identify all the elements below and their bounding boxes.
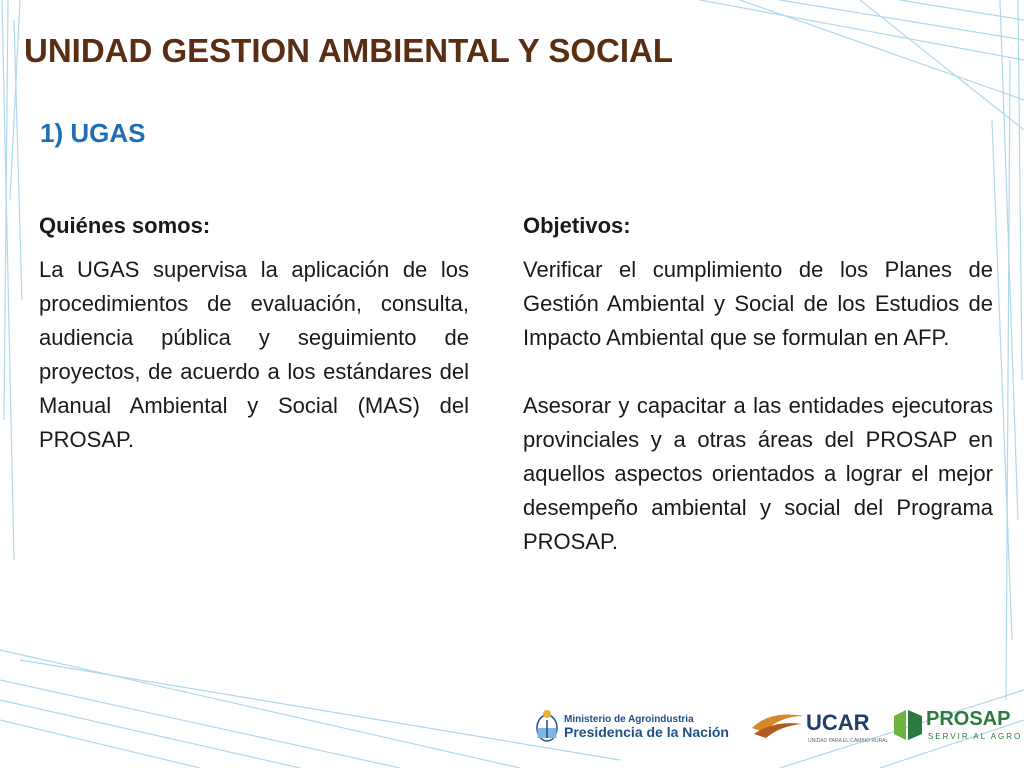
ucar-name: UCAR	[806, 710, 870, 735]
objetivo-paragraph-1: Verificar el cumplimiento de los Planes de Gestión Ambiental y Social de los Estudios de Impacto Ambiental que se formulan en AFP.	[523, 257, 993, 350]
ministerio-logo	[536, 708, 729, 744]
slide-title: UNIDAD GESTION AMBIENTAL Y SOCIAL	[24, 32, 674, 69]
prosap-emblem-icon	[892, 706, 924, 742]
ministerio-line1: Ministerio de Agroindustria	[564, 714, 694, 725]
prosap-logo	[892, 706, 1023, 747]
prosap-name: PROSAP	[926, 708, 1011, 730]
ucar-swoosh-icon	[750, 706, 806, 742]
ucar-logo	[750, 706, 889, 747]
right-column	[523, 213, 993, 559]
slide-subtitle: 1) UGAS	[40, 118, 146, 148]
quienes-somos-paragraph: La UGAS supervisa la aplicación de los procedimientos de evaluación, consulta, audiencia pública y seguimiento de proyectos, de acuerdo a los estándares del Manual Ambiental y Social (MAS) del PROSAP.	[39, 257, 469, 452]
prosap-tagline: SERVIR AL AGRO	[928, 732, 1023, 741]
quienes-somos-heading: Quiénes somos:	[39, 213, 211, 238]
left-column	[39, 213, 469, 457]
ucar-tagline: UNIDAD PARA EL CAMBIO RURAL	[808, 738, 889, 744]
objetivo-paragraph-2: Asesorar y capacitar a las entidades ejecutoras provinciales y a otras áreas del PROSAP en aquellos aspectos orientados a lograr el mejor desempeño ambiental y social del Programa PROSAP.	[523, 393, 993, 554]
ministerio-line2: Presidencia de la Nación	[564, 724, 729, 740]
footer-logos	[0, 700, 1024, 760]
coat-of-arms-icon	[536, 708, 558, 744]
objetivos-heading: Objetivos:	[523, 213, 631, 238]
